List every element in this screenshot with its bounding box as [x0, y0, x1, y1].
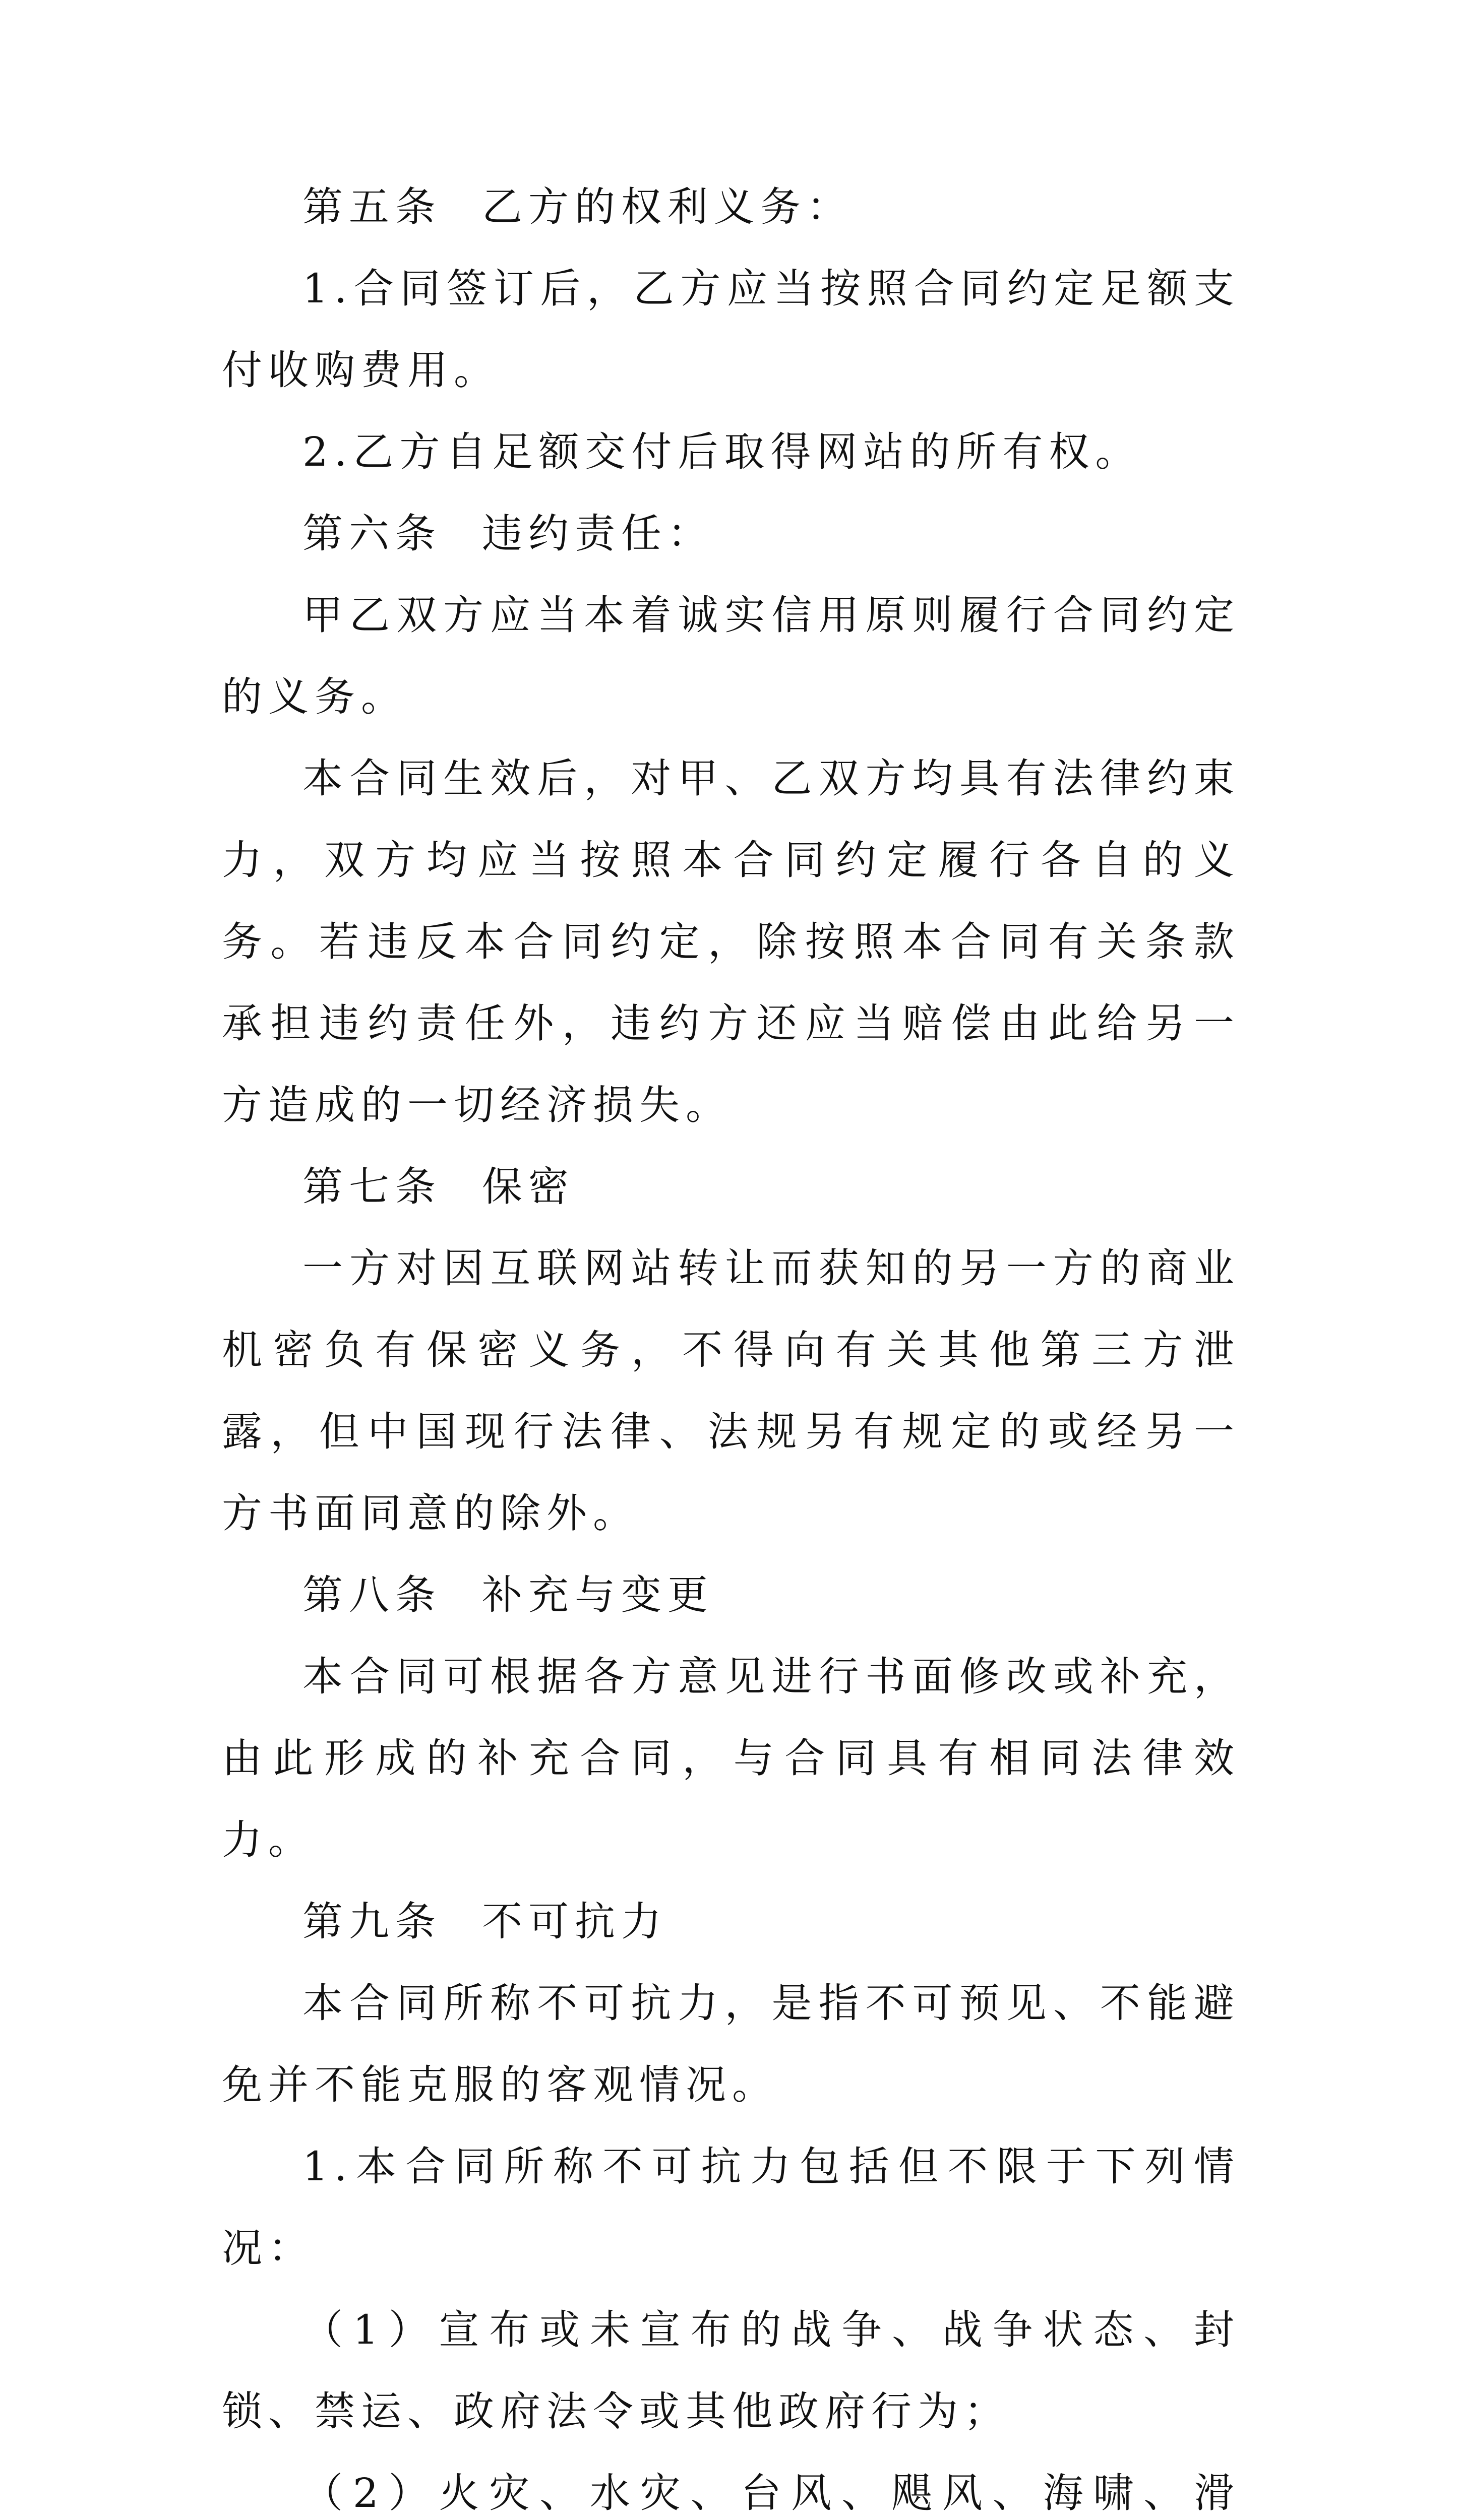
article-number: 第六条: [302, 510, 442, 557]
article-6-heading: [222, 493, 1240, 575]
article-number: 第八条: [302, 1571, 442, 1618]
article-title: 违约责任：: [482, 510, 714, 557]
article-5-item-1: 1.合同签订后，乙方应当按照合同约定足额支付收购费用。: [222, 265, 1240, 394]
article-7-paragraph: 一方对因互联网站转让而获知的另一方的商业机密负有保密义务，不得向有关其他第三方泄露，但中国现行法律、法规另有规定的或经另一方书面同意的除外。: [222, 1245, 1240, 1537]
article-5-heading: [222, 166, 1240, 248]
article-9-heading: [222, 1881, 1240, 1963]
article-title: 保密: [482, 1163, 575, 1210]
article-5-item-2: 2.乙方自足额交付后取得网站的所有权。: [302, 428, 1142, 475]
article-9-definition: 本合同所称不可抗力，是指不可预见、不能避免并不能克服的客观情况。: [222, 1980, 1240, 2108]
article-title: 补充与变更: [482, 1571, 714, 1618]
article-9-subitem-1: （1）宣布或未宣布的战争、战争状态、封锁、禁运、政府法令或其他政府行为；: [222, 2306, 1240, 2435]
article-8-paragraph: 本合同可根据各方意见进行书面修改或补充，由此形成的补充合同，与合同具有相同法律效力。: [222, 1653, 1240, 1863]
article-7-heading: [222, 1146, 1240, 1228]
contract-body: [222, 166, 1240, 2520]
article-number: 第七条: [302, 1163, 442, 1210]
article-6-paragraph-2: 本合同生效后，对甲、乙双方均具有法律约束力，双方均应当按照本合同约定履行各自的义务。若违反本合同约定，除按照本合同有关条款承担违约责任外，违约方还应当赔偿由此给另一方造成的一切经济损失。: [222, 755, 1240, 1128]
article-8-heading: [222, 1554, 1240, 1636]
article-6-paragraph-1: 甲乙双方应当本着诚实信用原则履行合同约定的义务。: [222, 592, 1240, 720]
article-number: 第九条: [302, 1898, 442, 1945]
article-9-item-1: 1.本合同所称不可抗力包括但不限于下列情况：: [222, 2143, 1240, 2272]
article-number: 第五条: [302, 183, 442, 230]
article-title: 乙方的权利义务：: [482, 183, 853, 230]
article-title: 不可抗力: [482, 1898, 667, 1945]
article-9-subitem-2: （2）火灾、水灾、台风、飓风、海啸、滑: [302, 2470, 1240, 2516]
